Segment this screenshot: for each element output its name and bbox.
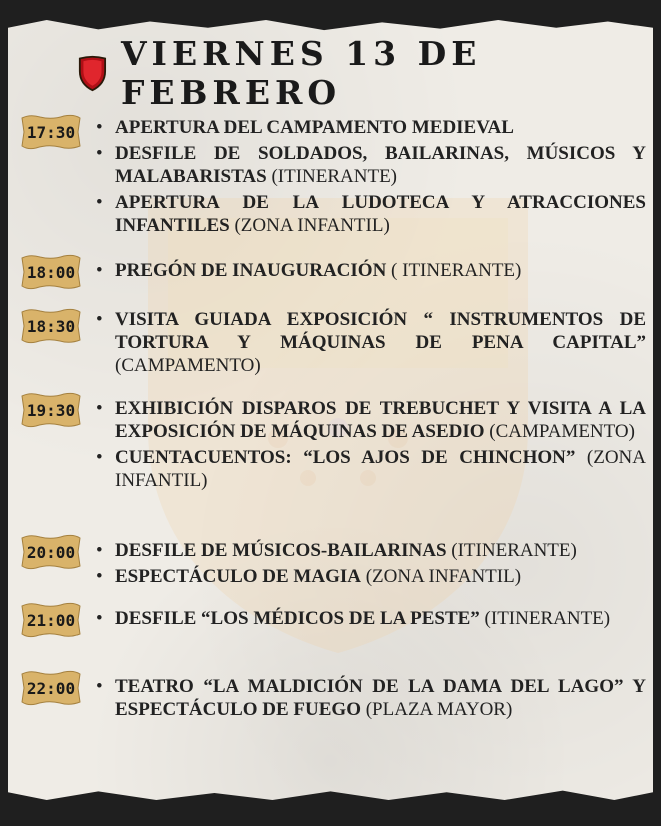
event-location: (ZONA INFANTIL) [115, 447, 646, 491]
event-item [96, 116, 646, 139]
time-badge [20, 670, 82, 706]
event-title: DESFILE DE MÚSICOS-BAILARINAS [115, 540, 447, 561]
event-list [96, 675, 646, 724]
event-location: (CAMPAMENTO) [489, 421, 635, 442]
event-item [96, 446, 646, 492]
time-label: 19:30 [26, 400, 76, 420]
event-title: APERTURA DEL CAMPAMENTO MEDIEVAL [115, 117, 514, 138]
event-list [96, 607, 646, 633]
event-item [96, 607, 646, 630]
time-badge [20, 254, 82, 290]
time-badge [20, 534, 82, 570]
time-badge [20, 392, 82, 428]
time-label: 17:30 [26, 122, 76, 142]
time-label: 22:00 [26, 678, 76, 698]
event-list [96, 116, 646, 240]
time-label: 21:00 [26, 610, 76, 630]
event-item [96, 539, 646, 562]
event-location: ( ITINERANTE) [391, 260, 522, 281]
event-item [96, 397, 646, 443]
event-location: (ITINERANTE) [451, 540, 577, 561]
event-title: ESPECTÁCULO DE MAGIA [115, 566, 361, 587]
event-location: (ZONA INFANTIL) [234, 215, 390, 236]
event-title: DESFILE DE SOLDADOS, BAILARINAS, MÚSICOS Y MALABARISTAS [115, 143, 646, 187]
event-title: VISITA GUIADA EXPOSICIÓN “ INSTRUMENTOS DE TORTURA Y MÁQUINAS DE PENA CAPITAL” [115, 309, 646, 353]
page-title: VIERNES 13 DE FEBRERO [120, 34, 482, 112]
event-item [96, 191, 646, 237]
event-item [96, 259, 646, 282]
event-item [96, 565, 646, 588]
event-location: (CAMPAMENTO) [115, 355, 261, 376]
event-title: TEATRO “LA MALDICIÓN DE LA DAMA DEL LAGO” Y ESPECTÁCULO DE FUEGO [115, 676, 646, 720]
event-list [96, 308, 646, 380]
event-title: CUENTACUENTOS: “LOS AJOS DE CHINCHON” [115, 447, 576, 468]
event-title: PREGÓN DE INAUGURACIÓN [115, 260, 387, 281]
header [78, 34, 661, 112]
time-label: 18:30 [26, 316, 76, 336]
event-title: EXHIBICIÓN DISPAROS DE TREBUCHET Y VISITA A LA EXPOSICIÓN DE MÁQUINAS DE ASEDIO [115, 398, 646, 442]
event-item [96, 308, 646, 377]
event-title: APERTURA DE LA LUDOTECA Y ATRACCIONES INFANTILES [115, 192, 646, 236]
event-list [96, 259, 646, 285]
event-item [96, 675, 646, 721]
event-location: (ITINERANTE) [484, 608, 611, 629]
time-badge [20, 114, 82, 150]
event-item [96, 142, 646, 188]
time-badge [20, 308, 82, 344]
event-location: (PLAZA MAYOR) [365, 699, 513, 720]
event-title: DESFILE “LOS MÉDICOS DE LA PESTE” [115, 608, 480, 629]
time-badge [20, 602, 82, 638]
event-location: (ZONA INFANTIL) [365, 566, 522, 587]
event-list [96, 539, 646, 591]
shield-icon [78, 53, 107, 93]
event-location: (ITINERANTE) [271, 166, 398, 187]
time-label: 20:00 [26, 542, 76, 562]
event-list [96, 397, 646, 495]
time-label: 18:00 [26, 262, 76, 282]
